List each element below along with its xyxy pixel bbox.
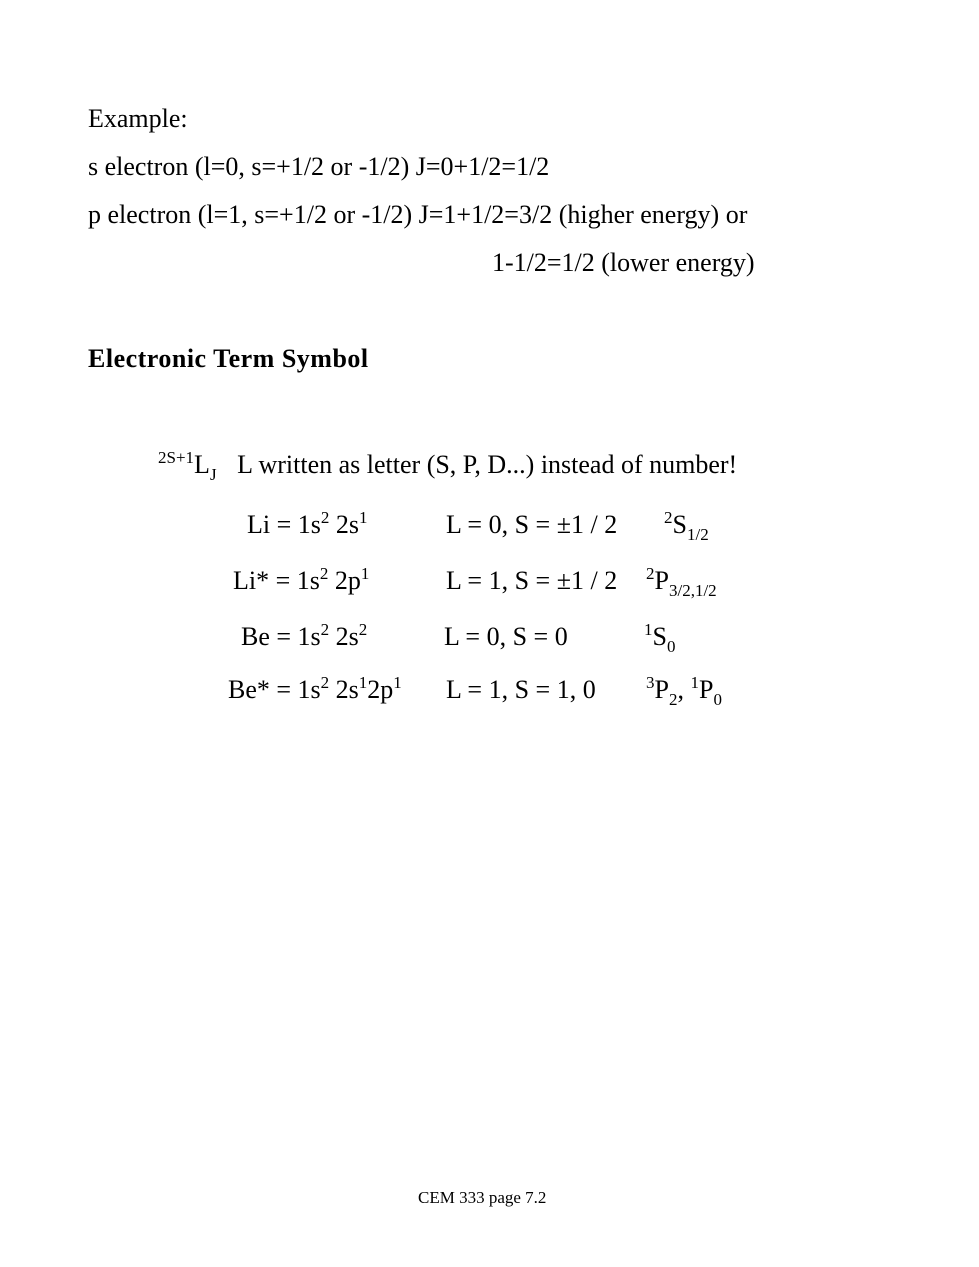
term-multiplicity: 3 [646,673,655,692]
term-note: L written as letter (S, P, D...) instead of number! [237,450,738,479]
term-be-excited [646,673,722,709]
term-letter: P [654,566,669,595]
term-multiplicity: 2 [646,564,655,583]
quantum-numbers-li: L = 0, S = ±1 / 2 [446,510,618,539]
config-li [247,510,368,540]
electron-count: 2 [358,620,368,639]
term-j: 0 [666,637,676,656]
term-li [664,508,709,544]
atom-symbol: Li* [233,566,270,595]
term-li-excited [646,564,717,600]
config-orbital: 2s [329,622,359,651]
term-letter: L [194,450,210,479]
term-multiplicity: 1 [690,673,699,692]
electron-count: 1 [358,673,368,692]
config-be [241,622,367,652]
term-letter: S [672,510,687,539]
config-orbital: 2s [329,510,360,539]
term-j-sub: J [209,465,217,484]
electron-count: 2 [320,673,330,692]
term-symbol-definition [158,448,738,484]
term-letter: S [652,622,667,651]
quantum-numbers-li-excited: L = 1, S = ±1 / 2 [446,566,618,595]
electron-count: 2 [320,508,330,527]
config-orbital: 2p [367,675,394,704]
config-be-excited [228,675,402,705]
section-title: Electronic Term Symbol [88,344,369,373]
term-j: 1/2 [686,525,709,544]
p-electron-line: p electron (l=1, s=+1/2 or -1/2) J=1+1/2=3/2 (higher energy) or [88,200,748,229]
term-j: 2 [668,690,678,709]
term-j: 0 [713,690,722,709]
example-label: Example: [88,104,188,133]
term-j: 3/2,1/2 [668,581,717,600]
electron-count: 2 [320,620,330,639]
term-multiplicity-sup: 2S+1 [158,448,195,467]
quantum-numbers-be-excited: L = 1, S = 1, 0 [446,675,596,704]
electron-count: 2 [319,564,329,583]
config-orbital: 2s [329,675,359,704]
config-orbital: = 1s [269,566,320,595]
config-li-excited [233,566,369,596]
quantum-numbers-be: L = 0, S = 0 [444,622,568,651]
electron-count: 1 [393,673,402,692]
term-letter: P [654,675,669,704]
p-electron-line-continued: 1-1/2=1/2 (lower energy) [492,248,755,277]
term-be [644,620,676,656]
page-footer: CEM 333 page 7.2 [418,1188,547,1207]
electron-count: 1 [359,508,368,527]
atom-symbol: Be* [228,675,270,704]
term-separator: , [677,675,691,704]
atom-symbol: Li [247,510,271,539]
config-orbital: = 1s [270,510,321,539]
config-orbital: 2p [328,566,361,595]
atom-symbol: Be [241,622,270,651]
electron-count: 1 [360,564,370,583]
s-electron-line: s electron (l=0, s=+1/2 or -1/2) J=0+1/2=1/2 [88,152,550,181]
term-letter: P [698,675,714,704]
config-orbital: = 1s [269,675,321,704]
term-multiplicity: 1 [644,620,653,639]
term-multiplicity: 2 [664,508,673,527]
config-orbital: = 1s [269,622,321,651]
